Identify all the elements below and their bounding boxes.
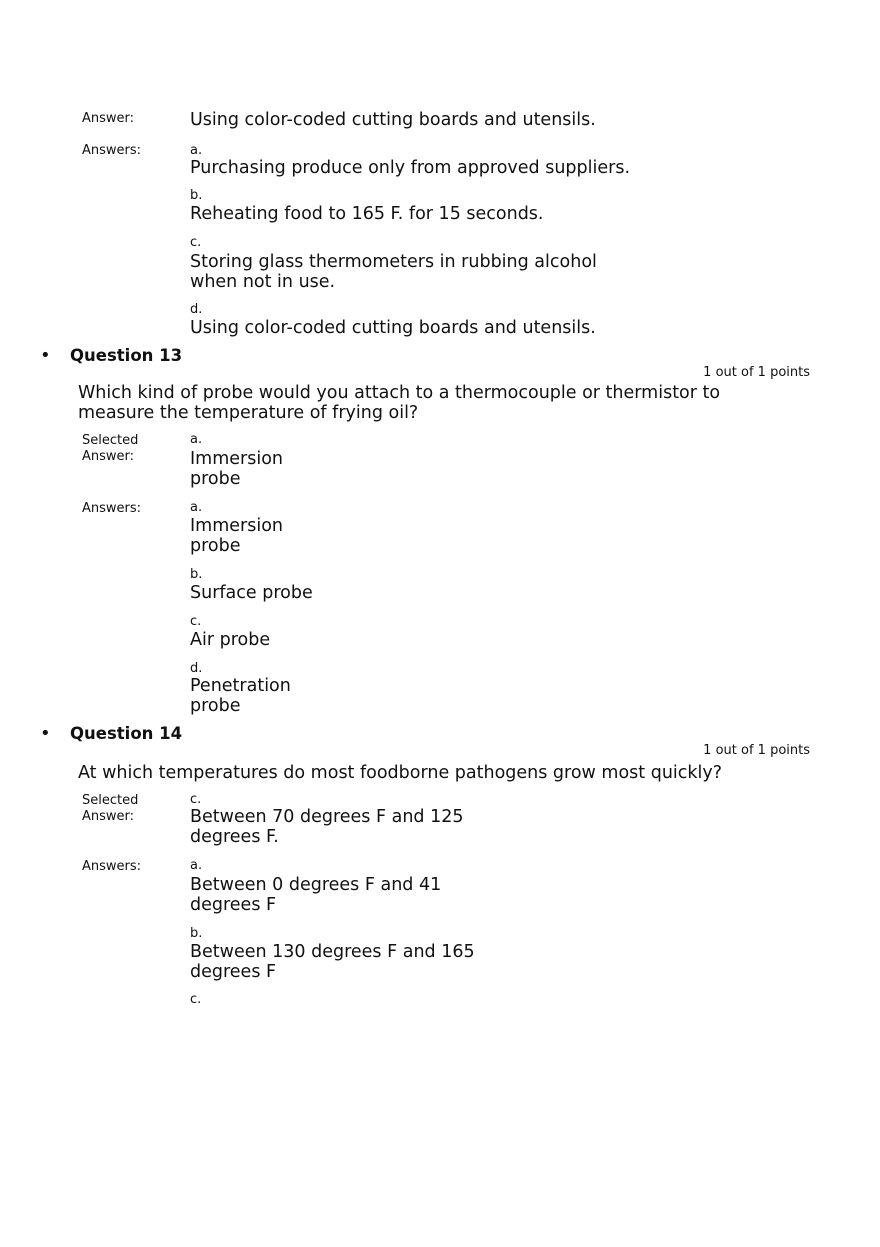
option-letter: d. (190, 661, 203, 676)
selected-answer-line1: Between 70 degrees F and 125 (190, 807, 464, 827)
option-letter: c. (190, 614, 202, 629)
selected-label-line1: Selected (82, 793, 139, 808)
question-title: Question 14 (70, 724, 183, 743)
option-letter: c. (190, 992, 202, 1007)
option-text: Reheating food to 165 F. for 15 seconds. (190, 204, 544, 224)
option-text-line1: Immersion (190, 516, 283, 536)
question-points: 1 out of 1 points (703, 365, 810, 380)
option-letter: b. (190, 188, 203, 203)
option-text: Air probe (190, 630, 271, 650)
option-text: Surface probe (190, 583, 313, 603)
selected-answer-line2: probe (190, 469, 241, 489)
question-text-line2: measure the temperature of frying oil? (78, 403, 419, 423)
option-text-line1: Penetration (190, 676, 291, 696)
selected-answer-line1: Immersion (190, 449, 283, 469)
selected-letter: c. (190, 792, 202, 807)
option-text-line1: Between 130 degrees F and 165 (190, 942, 475, 962)
bullet-icon: • (40, 723, 51, 744)
selected-label-line1: Selected (82, 433, 139, 448)
option-text-line2: probe (190, 536, 241, 556)
option-text-line2: when not in use. (190, 272, 336, 292)
selected-label-line2: Answer: (82, 449, 135, 464)
answers-label: Answers: (82, 501, 142, 516)
answer-text: Using color-coded cutting boards and utensils. (190, 110, 596, 130)
option-text: Using color-coded cutting boards and utensils. (190, 318, 596, 338)
bullet-icon: • (40, 345, 51, 366)
option-text-line2: degrees F (190, 962, 277, 982)
option-letter: d. (190, 302, 203, 317)
answers-label: Answers: (82, 859, 142, 874)
option-letter: a. (190, 143, 203, 158)
selected-label-line2: Answer: (82, 809, 135, 824)
selected-answer-line2: degrees F. (190, 827, 279, 847)
question-points: 1 out of 1 points (703, 743, 810, 758)
option-text: Purchasing produce only from approved suppliers. (190, 158, 631, 178)
option-letter: c. (190, 235, 202, 250)
option-text-line1: Storing glass thermometers in rubbing alcohol (190, 252, 597, 272)
option-text-line2: probe (190, 696, 241, 716)
answers-label: Answers: (82, 143, 142, 158)
option-letter: b. (190, 567, 203, 582)
question-title: Question 13 (70, 346, 183, 365)
answer-label: Answer: (82, 111, 135, 126)
question-text-line1: Which kind of probe would you attach to a thermocouple or thermistor to (78, 383, 721, 403)
option-letter: b. (190, 926, 203, 941)
option-letter: a. (190, 858, 203, 873)
question-text: At which temperatures do most foodborne pathogens grow most quickly? (78, 763, 723, 783)
option-text-line1: Between 0 degrees F and 41 (190, 875, 442, 895)
selected-letter: a. (190, 432, 203, 447)
option-letter: a. (190, 500, 203, 515)
option-text-line2: degrees F (190, 895, 277, 915)
